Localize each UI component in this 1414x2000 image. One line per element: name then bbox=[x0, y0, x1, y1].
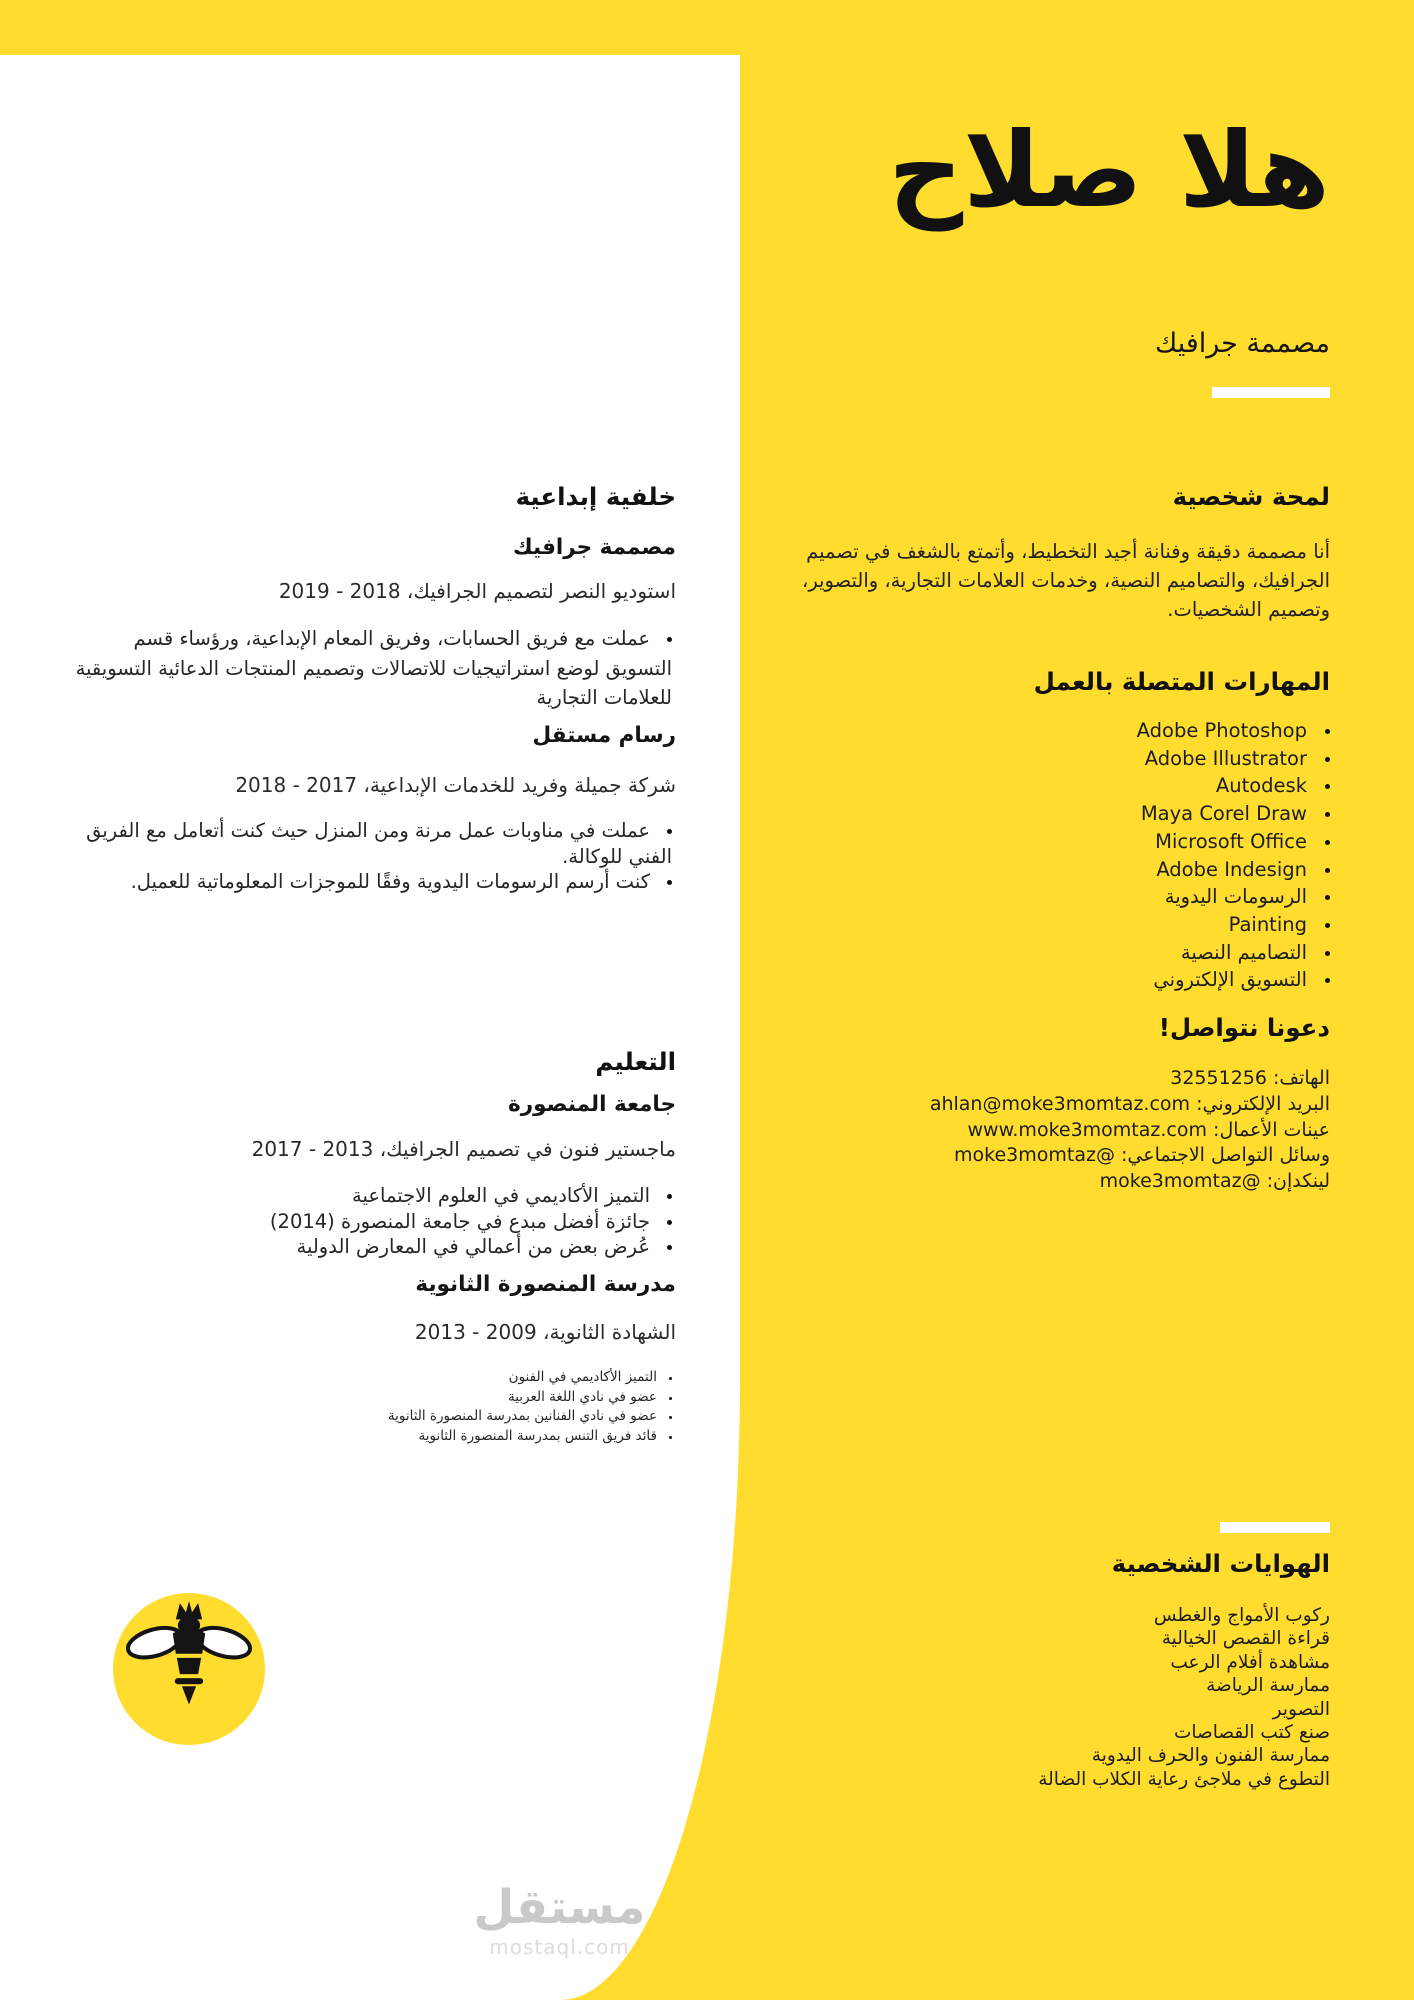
skill-item: • Microsoft Office bbox=[760, 829, 1330, 857]
contact-heading: دعونا نتواصل! bbox=[1158, 1013, 1330, 1042]
person-title: مصممة جرافيك bbox=[1154, 328, 1330, 359]
contact-line-email bbox=[760, 1092, 1330, 1118]
watermark-domain: mostaql.com bbox=[489, 1935, 630, 1959]
hobbies-heading: الهوايات الشخصية bbox=[1111, 1549, 1330, 1578]
job-role: رسام مستقل bbox=[532, 723, 676, 748]
school-degree: الشهادة الثانوية، 2009 - 2013 bbox=[414, 1320, 676, 1344]
school-name: مدرسة المنصورة الثانوية bbox=[415, 1272, 676, 1297]
school-bullet: • عضو في نادي اللغة العربية bbox=[70, 1388, 672, 1408]
hobby-item: قراءة القصص الخيالية bbox=[1161, 1628, 1330, 1650]
hobby-item: التطوع في ملاجئ رعاية الكلاب الضالة bbox=[1038, 1768, 1330, 1790]
skills-list bbox=[760, 718, 1330, 995]
hobby-item: التصوير bbox=[1272, 1698, 1330, 1720]
divider-bar bbox=[1212, 387, 1330, 398]
school-bullet-list bbox=[70, 1368, 676, 1446]
experience-heading: خلفية إبداعية bbox=[515, 482, 676, 511]
divider-bar bbox=[1220, 1522, 1330, 1533]
school-bullet: • جائزة أفضل مبدع في جامعة المنصورة (2014) bbox=[70, 1210, 672, 1236]
contact-value: @moke3momtaz bbox=[954, 1144, 1115, 1167]
job-org-dates: شركة جميلة وفريد للخدمات الإبداعية، 2017 - 2018 bbox=[235, 773, 676, 797]
watermark bbox=[452, 1880, 667, 1959]
hobby-item: مشاهدة أفلام الرعب bbox=[1170, 1651, 1330, 1673]
skill-item: • Maya Corel Draw bbox=[760, 801, 1330, 829]
school-bullet: • التميز الأكاديمي في الفنون bbox=[70, 1368, 672, 1388]
skills-heading: المهارات المتصلة بالعمل bbox=[1033, 667, 1330, 696]
job-bullet: • عملت في مناوبات عمل مرنة ومن المنزل حيث كنت أتعامل مع الفريق الفني للوكالة. bbox=[70, 818, 672, 869]
hobby-item: ركوب الأمواج والغطس bbox=[1153, 1605, 1330, 1626]
job-role: مصممة جرافيك bbox=[513, 535, 676, 560]
school-bullet: • قائد فريق التنس بمدرسة المنصورة الثانوية bbox=[70, 1427, 672, 1447]
contact-value: 32551256 bbox=[1170, 1067, 1267, 1089]
skill-item: • Adobe Indesign bbox=[760, 857, 1330, 885]
school-bullet: • التميز الأكاديمي في العلوم الاجتماعية bbox=[70, 1184, 672, 1210]
contact-line-phone bbox=[760, 1066, 1330, 1092]
school-name: جامعة المنصورة bbox=[508, 1092, 676, 1117]
hobbies-list bbox=[760, 1604, 1330, 1791]
bee-logo-icon bbox=[113, 1593, 265, 1745]
hobby-item: صنع كتب القصاصات bbox=[1173, 1722, 1330, 1744]
skill-item: • الرسومات اليدوية bbox=[760, 884, 1330, 912]
watermark-text: مستقل bbox=[473, 1880, 646, 1935]
school-bullet: • عضو في نادي الفنانين بمدرسة المنصورة الثانوية bbox=[70, 1407, 672, 1427]
contact-line-social bbox=[760, 1143, 1330, 1169]
contact-label: الهاتف: bbox=[1273, 1067, 1330, 1089]
job-bullet-list bbox=[70, 818, 676, 895]
contact-label: لينكدإن: bbox=[1266, 1170, 1330, 1193]
hobby-item: ممارسة الرياضة bbox=[1206, 1675, 1330, 1697]
contact-value: www.moke3momtaz.com bbox=[967, 1118, 1207, 1141]
education-heading: التعليم bbox=[595, 1047, 676, 1076]
hobby-item: ممارسة الفنون والحرف اليدوية bbox=[1091, 1745, 1330, 1767]
profile-text: أنا مصممة دقيقة وفنانة أجيد التخطيط، وأتمتع بالشغف في تصميم الجرافيك، والتصاميم النصية، وخدمات العلامات التجارية، والتصوير، وتصميم الشخصيات. bbox=[802, 540, 1330, 621]
contact-label: البريد الإلكتروني: bbox=[1196, 1092, 1330, 1115]
job-bullet: • كنت أرسم الرسومات اليدوية وفقًا للموجزات المعلوماتية للعميل. bbox=[70, 869, 672, 895]
yellow-sidebar bbox=[760, 0, 1330, 2000]
contact-value: ahlan@moke3momtaz.com bbox=[929, 1092, 1191, 1115]
contact-value: @moke3momtaz bbox=[1099, 1170, 1261, 1193]
contact-line-linkedin bbox=[760, 1169, 1330, 1195]
school-bullet-list bbox=[70, 1184, 676, 1261]
contact-list bbox=[760, 1066, 1330, 1195]
skill-item: • التصاميم النصية bbox=[760, 940, 1330, 968]
school-degree: ماجستير فنون في تصميم الجرافيك، 2013 - 2017 bbox=[251, 1137, 676, 1161]
profile-heading: لمحة شخصية bbox=[1172, 482, 1330, 511]
skill-item: • Painting bbox=[760, 912, 1330, 940]
person-name: هلا صلاح bbox=[888, 109, 1330, 231]
skill-item: • Adobe Illustrator bbox=[760, 746, 1330, 774]
job-bullet-list bbox=[70, 624, 676, 713]
job-org-dates: استوديو النصر لتصميم الجرافيك، 2018 - 2019 bbox=[278, 579, 676, 603]
job-bullet: • عملت مع فريق الحسابات، وفريق المعام الإبداعية، ورؤساء قسم التسويق لوضع استراتيجيات للاتصالات وتصميم المنتجات الدعائية التسويقية للعلامات التجارية bbox=[70, 624, 672, 713]
contact-label: وسائل التواصل الاجتماعي: bbox=[1121, 1144, 1330, 1167]
skill-item: • Adobe Photoshop bbox=[760, 718, 1330, 746]
contact-label: عينات الأعمال: bbox=[1213, 1118, 1330, 1141]
skill-item: • Autodesk bbox=[760, 773, 1330, 801]
skill-item: • التسويق الإلكتروني bbox=[760, 967, 1330, 995]
school-bullet: • عُرض بعض من أعمالي في المعارض الدولية bbox=[70, 1235, 672, 1261]
contact-line-portfolio bbox=[760, 1118, 1330, 1144]
